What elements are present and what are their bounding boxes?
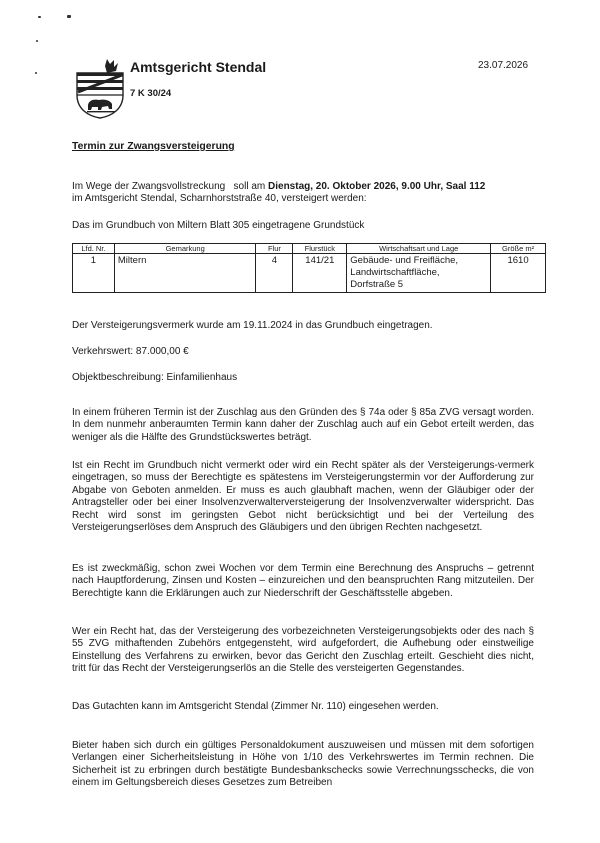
paragraph-bieter: Bieter haben sich durch ein gültiges Personaldokument auszuweisen und müssen mit dem sofortigen Verlangen einer Sicherheitsleistung in Höhe von 1/10 des Verkehrswertes im Termin rechnen. Die Sicherheit ist zu erbringen durch bestätigte Bundesbankschecks sowie Verrechnungsschecks, die von einem im Geltungsbereich dieses Gesetzes zum Betreiben [72,740,534,789]
column-header: Wirtschaftsart und Lage [347,244,491,254]
column-header: Lfd. Nr. [73,244,115,254]
cell-lage [347,254,491,293]
vermerk-text: Der Versteigerungsvermerk wurde am 19.11.2024 in das Grundbuch eingetragen. [72,320,433,331]
paragraph-zuschlag: In einem früheren Termin ist der Zuschlag aus den Gründen des § 74a oder § 85a ZVG versagt worden. In dem nunmehr anberaumten Termin kann daher der Zuschlag auch auf ein Gebot erteilt werden, das weniger als die Hälfte des Grundstückswertes beträgt. [72,407,534,443]
letterhead [74,55,544,125]
lage-line: Gebäude- und Freifläche, [350,255,459,266]
intro-paragraph [72,181,534,206]
intro-lead: Im Wege der Zwangsvollstreckung soll am [72,181,266,192]
cell-gemarkung: Miltern [114,254,256,293]
paragraph-gutachten: Das Gutachten kann im Amtsgericht Stendal (Zimmer Nr. 110) eingesehen werden. [72,701,439,712]
column-header: Gemarkung [114,244,256,254]
column-header: Flurstück [293,244,347,254]
cell-nr: 1 [73,254,115,293]
table-row [73,254,546,293]
table-header-row [73,244,546,254]
parcel-table [72,243,546,293]
auction-date-time: Dienstag, 20. Oktober 2026, 9.00 Uhr, Saal 112 [268,181,486,192]
lage-line: Dorfstraße 5 [350,279,404,290]
column-header: Größe m² [491,244,546,254]
document-date: 23.07.2026 [478,60,529,71]
cell-flurstueck: 141/21 [293,254,347,293]
document-title: Termin zur Zwangsversteigerung [72,141,235,152]
column-header: Flur [256,244,293,254]
coat-of-arms-icon [74,55,126,119]
property-intro: Das im Grundbuch von Miltern Blatt 305 eingetragene Grundstück [72,220,365,231]
paragraph-berechnung: Es ist zweckmäßig, schon zwei Wochen vor dem Termin eine Berechnung des Anspruchs – getrennt nach Hauptforderung, Zinsen und Kosten – einzureichen und den beanspruchten Rang mitzuteilen. Der Berechtigte kann die Erklärungen auch zur Niederschrift der Geschäftsstelle abgeben. [72,563,534,599]
objekt-text: Objektbeschreibung: Einfamilienhaus [72,372,238,383]
cell-groesse: 1610 [491,254,546,293]
paragraph-aufhebung: Wer ein Recht hat, das der Versteigerung des vorbezeichneten Versteigerungsobjekts oder des nach § 55 ZVG mithaftenden Zubehörs entgegensteht, wird aufgefordert, die Aufhebung oder einstweilige Einstellung des Verfahrens zu erwirken, bevor das Gericht den Zuschlag erteilt. Geschieht dies nicht, tritt für das Recht der Versteigerungserlös an die Stelle des versteigerten Gegenstandes. [72,626,534,675]
intro-location: im Amtsgericht Stendal, Scharnhorststraße 40, versteigert werden: [72,193,367,205]
verkehrswert-text: Verkehrswert: 87.000,00 € [72,346,189,357]
paragraph-rechte: Ist ein Recht im Grundbuch nicht vermerkt oder wird ein Recht später als der Versteigerungs-vermerk eingetragen, so muss der Berechtigte es spätestens im Versteigerungstermin vor der Aufforderung zur Abgabe von Geboten anmelden. Er muss es auch glaubhaft machen, wenn der Gläubiger oder der Antragsteller oder bei einer Insolvenzverwalterversteigerung der Insolvenzverwalter widerspricht. Das Recht wird sonst im geringsten Gebot nicht berücksichtigt und bei der Verteilung des Versteigerungserlöses dem Anspruch des Gläubigers und den übrigen Rechten nachgesetzt. [72,460,534,534]
case-number: 7 K 30/24 [130,88,172,99]
cell-flur: 4 [256,254,293,293]
lage-line: Landwirtschaftfläche, [350,267,440,278]
court-name: Amtsgericht Stendal [130,59,267,75]
